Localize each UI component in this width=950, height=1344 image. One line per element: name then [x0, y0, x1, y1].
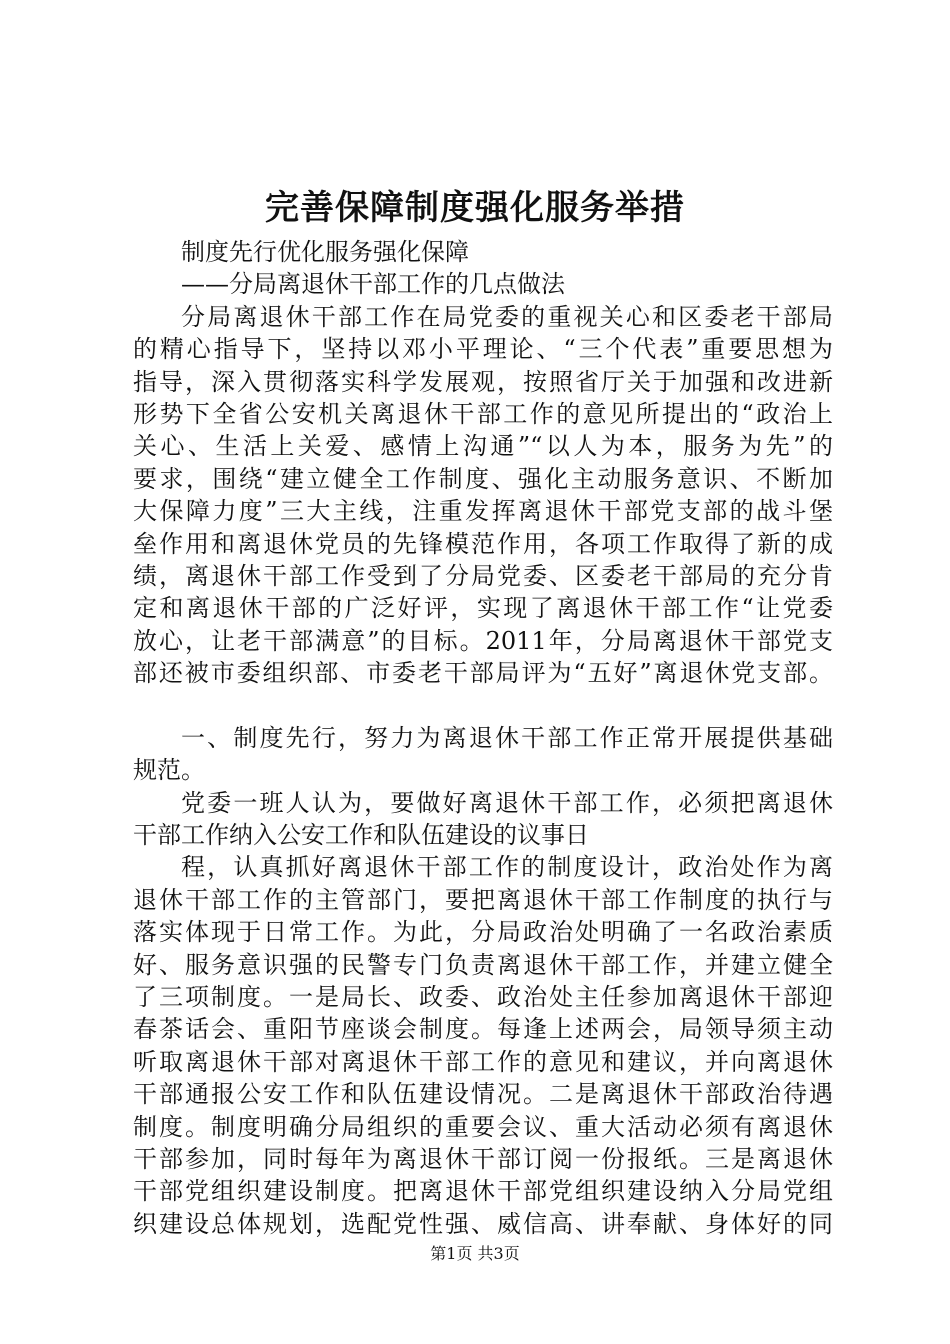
paragraph-line: 形势下全省公安机关离退休干部工作的意见所提出的“政治上 — [133, 399, 833, 428]
paragraph-line: 春茶话会、重阳节座谈会制度。每逢上述两会，局领导须主动 — [133, 1015, 833, 1044]
paragraph-two — [133, 787, 833, 852]
paragraph-gap — [133, 689, 833, 721]
paragraph-line: 干部参加，同时每年为离退休干部订阅一份报纸。三是离退休 — [133, 1144, 833, 1173]
paragraph-line: 干部党组织建设制度。把离退休干部党组织建设纳入分局党组 — [133, 1177, 833, 1206]
document-subtitle: 制度先行优化服务强化保障 — [181, 238, 469, 266]
document-title: 完善保障制度强化服务举措 — [265, 188, 685, 228]
paragraph-line: 好、服务意识强的民警专门负责离退休干部工作，并建立健全 — [133, 950, 833, 979]
heading-line: 一、制度先行，努力为离退休干部工作正常开展提供基础 — [181, 723, 833, 752]
paragraph-line: 绩，离退休干部工作受到了分局党委、区委老干部局的充分肯 — [133, 561, 833, 590]
paragraph-line: 程，认真抓好离退休干部工作的制度设计，政治处作为离 — [181, 853, 833, 882]
paragraph-line: 的精心指导下，坚持以邓小平理论、“三个代表”重要思想为 — [133, 335, 833, 364]
paragraph-line: 干部工作纳入公安工作和队伍建设的议事日 — [133, 821, 589, 850]
paragraph-line: 织建设总体规划，选配党性强、威信高、讲奉献、身体好的同 — [133, 1209, 833, 1238]
paragraph-line: 大保障力度”三大主线，注重发挥离退休干部党支部的战斗堡 — [133, 497, 833, 526]
paragraph-line: 听取离退休干部对离退休干部工作的意见和建议，并向离退休 — [133, 1047, 833, 1076]
paragraph-line: 落实体现于日常工作。为此，分局政治处明确了一名政治素质 — [133, 918, 833, 947]
paragraph-line: 垒作用和离退休党员的先锋模范作用，各项工作取得了新的成 — [133, 529, 833, 558]
paragraph-line: 关心、生活上关爱、感情上沟通”“以人为本，服务为先”的 — [133, 432, 833, 461]
section-heading — [133, 722, 833, 787]
paragraph-line: 干部通报公安工作和队伍建设情况。二是离退休干部政治待遇 — [133, 1080, 833, 1109]
heading-line: 规范。 — [133, 756, 205, 785]
document-byline: ——分局离退休干部工作的几点做法 — [181, 270, 565, 299]
document-body — [133, 236, 833, 1240]
page-footer: 第1页 共3页 — [430, 1244, 520, 1263]
paragraph-line: 要求，围绕“建立健全工作制度、强化主动服务意识、不断加 — [133, 464, 833, 493]
paragraph-line: 定和离退休干部的广泛好评，实现了离退休干部工作“让党委 — [133, 594, 833, 623]
paragraph-line: 党委一班人认为，要做好离退休干部工作，必须把离退休 — [181, 788, 833, 817]
paragraph-line: 了三项制度。一是局长、政委、政治处主任参加离退休干部迎 — [133, 982, 833, 1011]
paragraph-line: 制度。制度明确分局组织的重要会议、重大活动必须有离退休 — [133, 1112, 833, 1141]
paragraph-line: 指导，深入贯彻落实科学发展观，按照省厅关于加强和改进新 — [133, 367, 833, 396]
paragraph-line: 退休干部工作的主管部门，要把离退休干部工作制度的执行与 — [133, 885, 833, 914]
paragraph-three — [133, 851, 833, 1240]
paragraph-line: 放心，让老干部满意”的目标。2011年，分局离退休干部党支 — [133, 626, 833, 655]
intro-paragraph — [133, 301, 833, 690]
paragraph-line: 分局离退休干部工作在局党委的重视关心和区委老干部局 — [181, 302, 833, 331]
paragraph-line: 部还被市委组织部、市委老干部局评为“五好”离退休党支部。 — [133, 659, 833, 688]
